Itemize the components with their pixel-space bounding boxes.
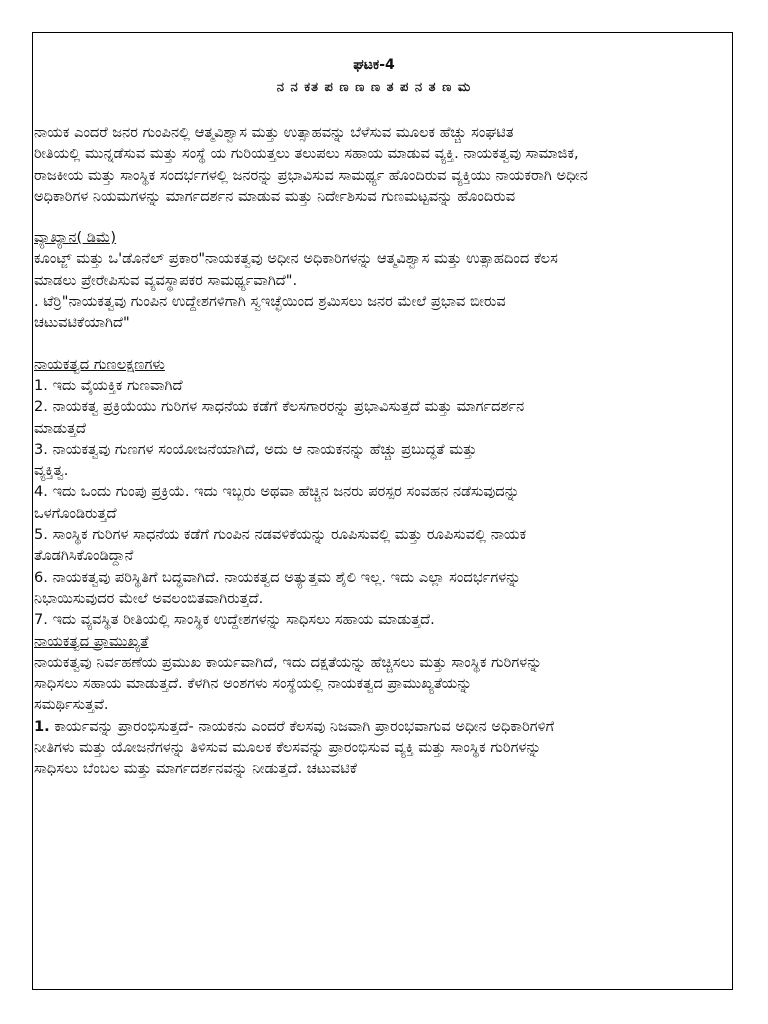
text-line: ಸಾಧಿಸಲು ಸಹಾಯ ಮಾಡುತ್ತದೆ. ಕೆಳಗಿನ ಅಂಶಗಳು ಸಂಸ್ಥೆಯಲ್ಲಿ ನಾಯಕತ್ವದ ಪ್ರಾಮುಖ್ಯತೆಯನ್ನು: [34, 675, 473, 693]
point-number: 1.: [34, 717, 50, 735]
text-line: ಅಧಿಕಾರಿಗಳ ನಿಯಮಗಳನ್ನು ಮಾರ್ಗದರ್ಶನ ಮಾಡುವ ಮತ್ತು ನಿರ್ದೇಶಿಸುವ ಗುಣಮಟ್ಟವನ್ನು ಹೊಂದಿರುವ: [34, 187, 516, 205]
characteristics-heading: ನಾಯಕತ್ವದ ಗುಣಲಕ್ಷಣಗಳು: [34, 355, 165, 373]
text-line: ನಾಯಕ ಎಂದರೆ ಜನರ ಗುಂಪಿನಲ್ಲಿ ಆತ್ಮವಿಶ್ವಾಸ ಮತ್ತು ಉತ್ಸಾಹವನ್ನು ಬೆಳೆಸುವ ಮೂಲಕ ಹೆಚ್ಚು ಸಂಘಟಿತ: [34, 124, 514, 141]
text-line: ರೀತಿಯಲ್ಲಿ ಮುನ್ನಡೆಸುವ ಮತ್ತು ಸಂಸ್ಥೆ ಯ ಗುರಿಯತ್ತಲು ತಲುಪಲು ಸಹಾಯ ಮಾಡುವ ವ್ಯಕ್ತಿ. ನಾಯಕತ್ವವು ಸಾಮಾಜಿಕ,: [34, 145, 579, 163]
unit-title: ಘಟಕ-4: [353, 57, 395, 73]
text-line: ನೀತಿಗಳು ಮತ್ತು ಯೋಜನೆಗಳನ್ನು ತಿಳಿಸುವ ಮೂಲಕ ಕೆಲಸವನ್ನು ಪ್ರಾರಂಭಿಸುವ ವ್ಯಕ್ತಿ ಮತ್ತು ಸಾಂಸ್ಥಿಕ ಗುರಿಗಳನ್ನು: [34, 739, 542, 757]
importance-section: [34, 631, 714, 780]
list-item: ಒಳಗೊಂಡಿರುತ್ತದೆ: [34, 504, 117, 522]
chapter-title: ನ ನ ಕತ ಪ ಣ ಣ ಣ ತ ಪ ನ ತ ಣ ಮ: [276, 80, 472, 95]
list-item: 5. ಸಾಂಸ್ಥಿಕ ಗುರಿಗಳ ಸಾಧನೆಯ ಕಡೆಗೆ ಗುಂಪಿನ ನಡವಳಿಕೆಯನ್ನು ರೂಪಿಸುವಲ್ಲಿ ಮತ್ತು ರೂಪಿಸುವಲ್ಲಿ ನಾಯಕ: [34, 526, 527, 544]
text-line: ನಾಯಕತ್ವವು ನಿರ್ವಹಣೆಯ ಪ್ರಮುಖ ಕಾರ್ಯವಾಗಿದೆ, ಇದು ದಕ್ಷತೆಯನ್ನು ಹೆಚ್ಚಿಸಲು ಮತ್ತು ಸಾಂಸ್ಥಿಕ ಗುರಿಗಳನ್ನು: [34, 653, 542, 671]
list-item: 4. ಇದು ಒಂದು ಗುಂಪು ಪ್ರಕ್ರಿಯೆ. ಇದು ಇಬ್ಬರು ಅಥವಾ ಹೆಚ್ಚಿನ ಜನರು ಪರಸ್ಪರ ಸಂವಹನ ನಡೆಸುವುದನ್ನು: [34, 483, 520, 501]
definition-heading: ವ್ಯಾಖ್ಯಾನ( ಡಿಮೆ): [34, 229, 117, 247]
intro-paragraph: [34, 122, 714, 207]
page-border: [32, 32, 733, 990]
list-item: ನಿಭಾಯಿಸುವುದರ ಮೇಲೆ ಅವಲಂಬಿತವಾಗಿರುತ್ತದೆ.: [34, 589, 264, 607]
text-line: ಕಾರ್ಯವನ್ನು ಪ್ರಾರಂಭಿಸುತ್ತದೆ- ನಾಯಕನು ಎಂದರೆ ಕೆಲಸವು ನಿಜವಾಗಿ ಪ್ರಾರಂಭವಾಗುವ ಅಧೀನ ಅಧಿಕಾರಿಗಳಿಗೆ: [49, 717, 555, 735]
text-line: ಕೂಂಟ್ಜ್ ಮತ್ತು ಒ'ಡೊನೆಲ್ ಪ್ರಕಾರ"ನಾಯಕತ್ವವು ಅಧೀನ ಅಧಿಕಾರಿಗಳನ್ನು ಆತ್ಮವಿಶ್ವಾಸ ಮತ್ತು ಉತ್ಸಾಹದಿಂದ ಕೆಲಸ: [34, 250, 558, 268]
list-item: 1. ಇದು ವೈಯಕ್ತಿಕ ಗುಣವಾಗಿದೆ: [34, 376, 183, 394]
list-item: 2. ನಾಯಕತ್ವ ಪ್ರಕ್ರಿಯೆಯು ಗುರಿಗಳ ಸಾಧನೆಯ ಕಡೆಗೆ ಕೆಲಸಗಾರರನ್ನು ಪ್ರಭಾವಿಸುತ್ತದೆ ಮತ್ತು ಮಾರ್ಗದರ್ಶನ: [34, 398, 525, 416]
list-item: 3. ನಾಯಕತ್ವವು ಗುಣಗಳ ಸಂಯೋಜನೆಯಾಗಿದೆ, ಅದು ಆ ನಾಯಕನನ್ನು ಹೆಚ್ಚು ಪ್ರಬುದ್ಧತೆ ಮತ್ತು: [34, 440, 477, 458]
text-line: ಸಮರ್ಥಿಸುತ್ತವೆ.: [34, 696, 109, 714]
text-line: ಮಾಡಲು ಪ್ರೇರೇಪಿಸುವ ವ್ಯವಸ್ಥಾಪಕರ ಸಾಮರ್ಥ್ಯವಾಗಿದೆ".: [34, 271, 298, 289]
document-body: [33, 33, 732, 780]
list-item: 7. ಇದು ವ್ಯವಸ್ಥಿತ ರೀತಿಯಲ್ಲಿ ಸಾಂಸ್ಥಿಕ ಉದ್ದೇಶಗಳನ್ನು ಸಾಧಿಸಲು ಸಹಾಯ ಮಾಡುತ್ತದೆ.: [34, 611, 435, 629]
definition-section: [34, 227, 714, 333]
text-line: ರಾಜಕೀಯ ಮತ್ತು ಸಾಂಸ್ಥಿಕ ಸಂದರ್ಭಗಳಲ್ಲಿ ಜನರನ್ನು ಪ್ರಭಾವಿಸುವ ಸಾಮರ್ಥ್ಯ ಹೊಂದಿರುವ ವ್ಯಕ್ತಿಯು ನಾಯಕರಾಗಿ ಅಧೀನ: [34, 166, 588, 184]
list-item: ಮಾಡುತ್ತದೆ: [34, 419, 86, 437]
characteristics-section: [34, 354, 714, 631]
text-line: ಚಟುವಟಿಕೆಯಾಗಿದೆ": [34, 314, 130, 332]
text-line: . ಟೆರ್ರಿ"ನಾಯಕತ್ವವು ಗುಂಪಿನ ಉದ್ದೇಶಗಳಿಗಾಗಿ ಸ್ವಇಚ್ಛೆಯಿಂದ ಶ್ರಮಿಸಲು ಜನರ ಮೇಲೆ ಪ್ರಭಾವ ಬೀರುವ: [34, 293, 506, 311]
list-item: ತೊಡಗಿಸಿಕೊಂಡಿದ್ದಾನೆ: [34, 547, 134, 565]
list-item: 6. ನಾಯಕತ್ವವು ಪರಿಸ್ಥಿತಿಗೆ ಬದ್ಧವಾಗಿದೆ. ನಾಯಕತ್ವದ ಅತ್ಯುತ್ತಮ ಶೈಲಿ ಇಲ್ಲ. ಇದು ಎಲ್ಲಾ ಸಂದರ್ಭಗಳನ್ನು: [34, 568, 521, 586]
importance-heading: ನಾಯಕತ್ವದ ಪ್ರಾಮುಖ್ಯತೆ: [34, 632, 149, 650]
text-line: ಸಾಧಿಸಲು ಬೆಂಬಲ ಮತ್ತು ಮಾರ್ಗದರ್ಶನವನ್ನು ನೀಡುತ್ತದೆ. ಚಟುವಟಿಕೆ: [34, 760, 357, 778]
numbered-point: [34, 716, 714, 737]
list-item: ವ್ಯಕ್ತಿತ್ವ.: [34, 462, 69, 480]
